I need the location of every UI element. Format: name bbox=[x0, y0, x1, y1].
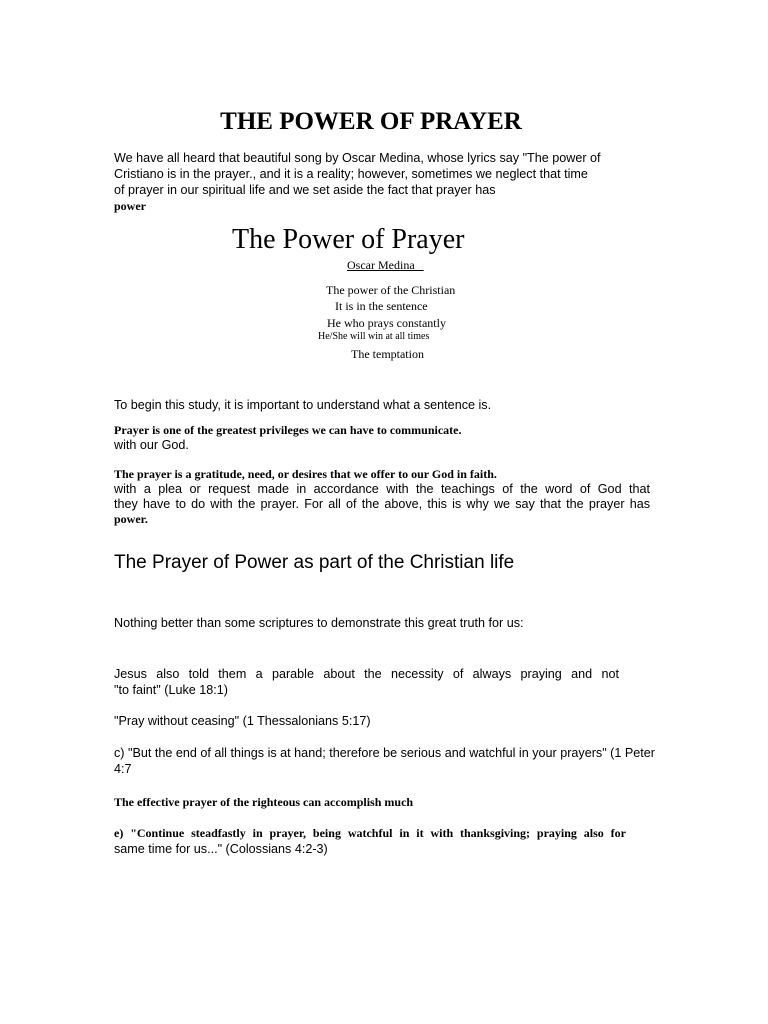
song-title: The Power of Prayer bbox=[232, 224, 465, 255]
verse-e-rest-line: same time for us..." (Colossians 4:2-3) bbox=[114, 842, 328, 856]
lyric-line: The temptation bbox=[351, 347, 424, 361]
gratitude-paragraph bbox=[114, 467, 650, 527]
privilege-paragraph bbox=[114, 423, 619, 453]
lyric-line: It is in the sentence bbox=[335, 299, 428, 313]
verse-a-line: Jesus also told them a parable about the necessity of always praying and not bbox=[114, 667, 619, 681]
verse-e bbox=[114, 825, 626, 857]
intro-paragraph bbox=[114, 150, 619, 214]
song-author: Oscar Medina bbox=[347, 258, 424, 272]
verse-c-line: 4:7 bbox=[114, 762, 132, 776]
intro-line: Cristiano is in the prayer., and it is a reality; however, sometimes we neglect that time bbox=[114, 167, 588, 181]
section-heading: The Prayer of Power as part of the Christian life bbox=[114, 552, 515, 573]
verse-d: The effective prayer of the righteous can accomplish much bbox=[114, 795, 414, 809]
verse-c-line: c) "But the end of all things is at hand; therefore be serious and watchful in your prayers" (1 Peter bbox=[114, 746, 655, 760]
document-title: THE POWER OF PRAYER bbox=[220, 108, 522, 135]
gratitude-line: they have to do with the prayer. For all of the above, this is why we say that the prayer has bbox=[114, 497, 650, 511]
intro-line: of prayer in our spiritual life and we set aside the fact that prayer has bbox=[114, 183, 496, 197]
lyric-line: The power of the Christian bbox=[326, 283, 456, 297]
verse-a bbox=[114, 666, 619, 698]
intro-last-word: power bbox=[114, 199, 146, 213]
verse-e-bold-line: e) "Continue steadfastly in prayer, being watchful in it with thanksgiving; praying also for bbox=[114, 826, 626, 840]
lyric-line: He who prays constantly bbox=[327, 316, 446, 330]
verse-b: "Pray without ceasing" (1 Thessalonians 5:17) bbox=[114, 714, 371, 728]
gratitude-end-word: power. bbox=[114, 512, 148, 526]
gratitude-bold-line: The prayer is a gratitude, need, or desires that we offer to our God in faith. bbox=[114, 467, 497, 481]
gratitude-line: with a plea or request made in accordance with the teachings of the word of God that bbox=[114, 482, 650, 496]
intro-line: We have all heard that beautiful song by Oscar Medina, whose lyrics say "The power of bbox=[114, 151, 601, 165]
verse-a-line: "to faint" (Luke 18:1) bbox=[114, 683, 228, 697]
privilege-bold-line: Prayer is one of the greatest privileges we can have to communicate. bbox=[114, 423, 462, 437]
study-intro: To begin this study, it is important to understand what a sentence is. bbox=[114, 398, 492, 412]
lyric-line: He/She will win at all times bbox=[318, 331, 430, 342]
verse-c bbox=[114, 745, 655, 777]
privilege-rest-line: with our God. bbox=[114, 438, 189, 452]
scriptures-intro: Nothing better than some scriptures to demonstrate this great truth for us: bbox=[114, 616, 524, 630]
